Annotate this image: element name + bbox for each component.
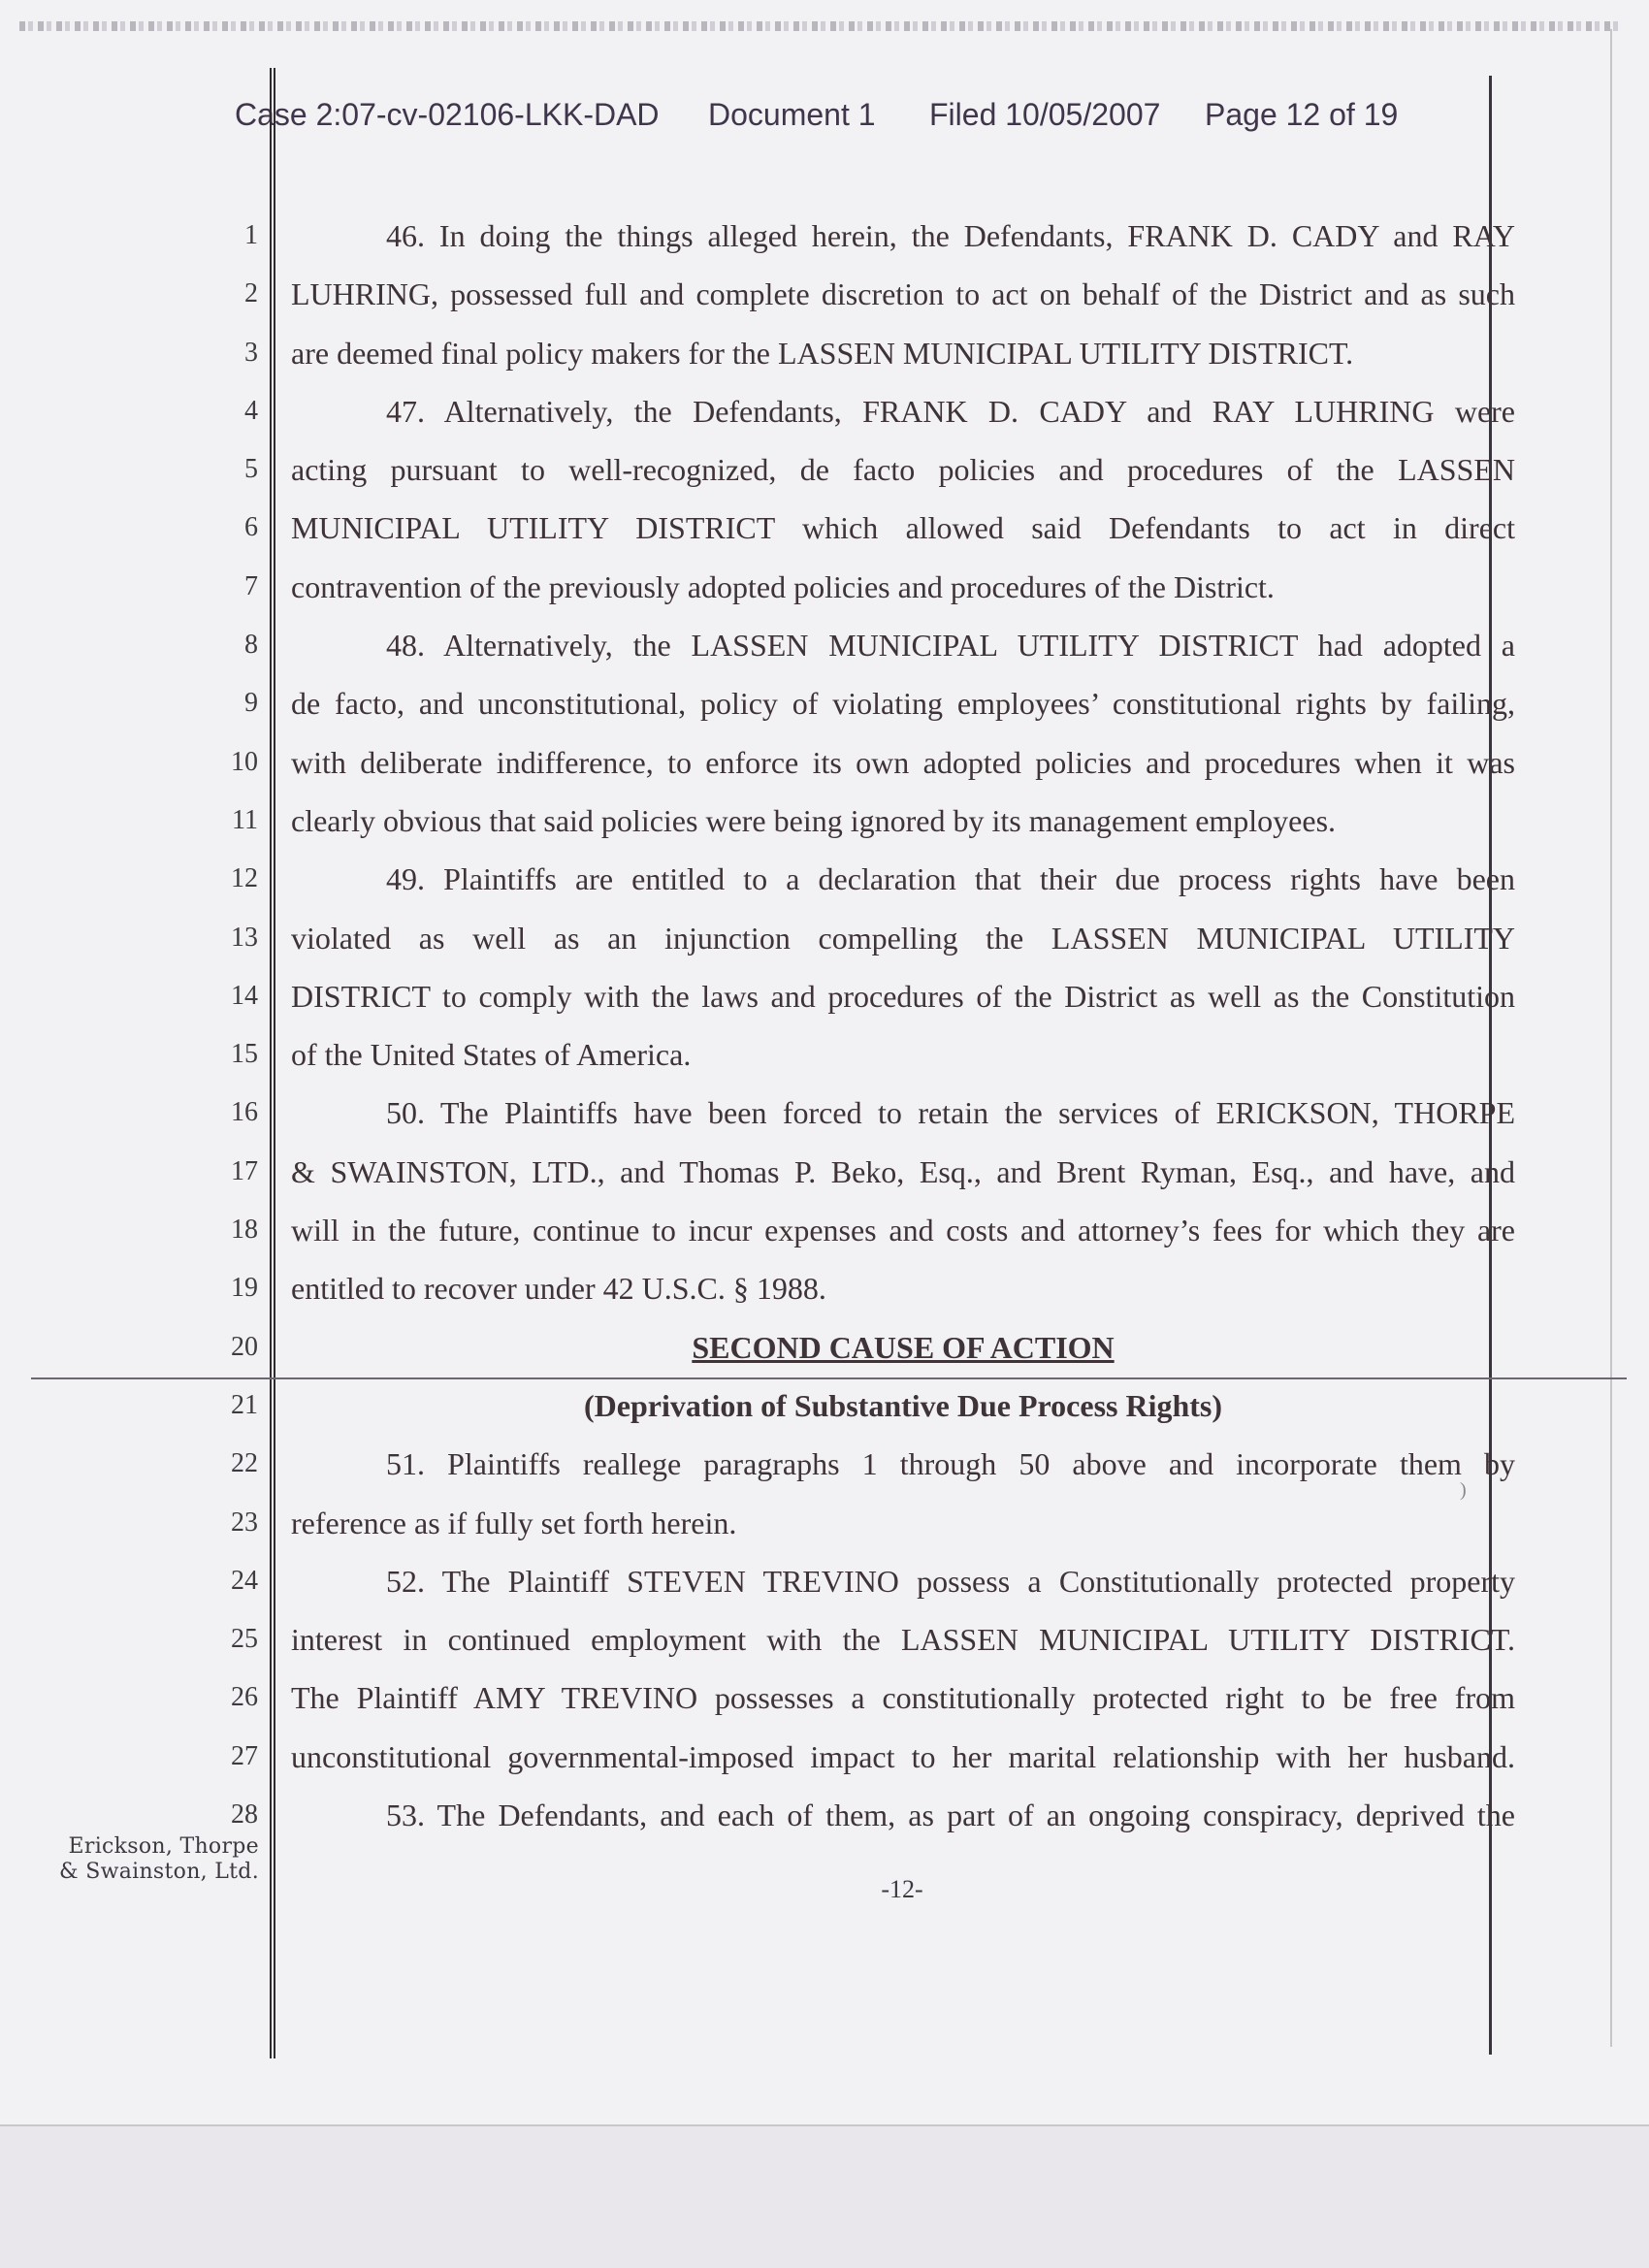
paragraph-52-line: interest in continued employment with the LASSEN MUNICIPAL UTILITY DISTRICT. xyxy=(291,1622,1515,1658)
paragraph-46-line: 46. In doing the things alleged herein, the Defendants, FRANK D. CADY and RAY xyxy=(386,218,1515,253)
paragraph-51-line: 51. Plaintiffs reallege paragraphs 1 through 50 above and incorporate them by xyxy=(386,1446,1515,1482)
line-number: 6 xyxy=(244,512,258,543)
line-number: 8 xyxy=(244,630,258,661)
paragraph-47-line: MUNICIPAL UTILITY DISTRICT which allowed said Defendants to act in direct xyxy=(291,510,1515,546)
line-number: 10 xyxy=(231,746,258,777)
line-number: 17 xyxy=(231,1155,258,1186)
paragraph-48-line: with deliberate indifference, to enforce its own adopted policies and procedures when it was xyxy=(291,744,1515,780)
line-number: 5 xyxy=(244,454,258,485)
page-count: Page 12 of 19 xyxy=(1205,97,1399,132)
paragraph-52-line: The Plaintiff AMY TREVINO possesses a constitutionally protected right to be free from xyxy=(291,1680,1515,1716)
line-number: 24 xyxy=(231,1565,258,1596)
paragraph-49-line: of the United States of America. xyxy=(291,1037,692,1073)
line-number: 9 xyxy=(244,688,258,719)
line-number: 13 xyxy=(231,922,258,953)
paragraph-49-line: DISTRICT to comply with the laws and procedures of the District as well as the Constitution xyxy=(291,978,1515,1014)
case-header xyxy=(235,97,1457,144)
paragraph-47-line: contravention of the previously adopted policies and procedures of the District. xyxy=(291,568,1275,604)
page-edge-line xyxy=(1610,29,1612,2047)
line-number: 20 xyxy=(231,1331,258,1362)
paragraph-47-line: 47. Alternatively, the Defendants, FRANK D. CADY and RAY LUHRING were xyxy=(386,393,1515,429)
line-number: 14 xyxy=(231,980,258,1011)
line-number: 16 xyxy=(231,1097,258,1128)
line-number: 2 xyxy=(244,278,258,309)
paragraph-53-line: 53. The Defendants, and each of them, as part of an ongoing conspiracy, deprived the xyxy=(386,1798,1515,1833)
paragraph-51-line: reference as if fully set forth herein. xyxy=(291,1505,737,1540)
cause-of-action-title: SECOND CAUSE OF ACTION xyxy=(692,1329,1115,1365)
cause-of-action-subheading: (Deprivation of Substantive Due Process Rights) xyxy=(583,1387,1223,1423)
paragraph-46-line: are deemed final policy makers for the LASSEN MUNICIPAL UTILITY DISTRICT. xyxy=(291,335,1354,371)
line-number: 3 xyxy=(244,337,258,368)
line-number: 11 xyxy=(232,804,258,835)
line-number: 1 xyxy=(244,220,258,250)
pleading-body xyxy=(291,212,1515,1850)
firm-name-line-1: Erickson, Thorpe xyxy=(68,1834,259,1859)
cause-of-action-heading xyxy=(291,1324,1515,1382)
line-number: 25 xyxy=(231,1624,258,1655)
paragraph-50-line: will in the future, continue to incur expenses and costs and attorney’s fees for which they are xyxy=(291,1213,1515,1248)
page-number-footer: -12- xyxy=(881,1875,923,1903)
line-number: 15 xyxy=(231,1039,258,1070)
scan-artifact-line xyxy=(19,21,1620,31)
line-number-column xyxy=(194,212,258,1850)
paragraph-52-line: 52. The Plaintiff STEVEN TREVINO possess a Constitutionally protected property xyxy=(386,1563,1515,1599)
paragraph-52-line: unconstitutional governmental-imposed impact to her marital relationship with her husband. xyxy=(291,1738,1515,1774)
line-number: 23 xyxy=(231,1507,258,1538)
line-number: 4 xyxy=(244,395,258,426)
firm-name-line-2: & Swainston, Ltd. xyxy=(59,1860,259,1884)
paragraph-50-line: entitled to recover under 42 U.S.C. § 1988. xyxy=(291,1271,826,1307)
line-number: 18 xyxy=(231,1215,258,1246)
line-number: 19 xyxy=(231,1273,258,1304)
line-number: 21 xyxy=(231,1389,258,1420)
paragraph-47-line: acting pursuant to well-recognized, de facto policies and procedures of the LASSEN xyxy=(291,452,1515,488)
line-number: 26 xyxy=(231,1682,258,1713)
paragraph-49-line: 49. Plaintiffs are entitled to a declaration that their due process rights have been xyxy=(386,861,1515,897)
line-number: 27 xyxy=(231,1740,258,1771)
line-number: 22 xyxy=(231,1448,258,1479)
paragraph-48-line: clearly obvious that said policies were being ignored by its management employees. xyxy=(291,802,1337,838)
paragraph-50-line: 50. The Plaintiffs have been forced to retain the services of ERICKSON, THORPE xyxy=(386,1095,1515,1131)
document-number: Document 1 xyxy=(708,97,876,132)
stray-mark: ) xyxy=(1460,1479,1467,1501)
line-number: 28 xyxy=(231,1799,258,1831)
line-number: 12 xyxy=(231,863,258,894)
paragraph-48-line: 48. Alternatively, the LASSEN MUNICIPAL UTILITY DISTRICT had adopted a xyxy=(386,628,1515,664)
line-number: 7 xyxy=(244,570,258,601)
left-margin-rule xyxy=(270,68,275,2058)
filed-date: Filed 10/05/2007 xyxy=(929,97,1161,132)
paragraph-49-line: violated as well as an injunction compelling the LASSEN MUNICIPAL UTILITY xyxy=(291,920,1515,956)
paragraph-48-line: de facto, and unconstitutional, policy of violating employees’ constitutional rights by failing, xyxy=(291,686,1515,722)
law-firm-name xyxy=(52,1834,259,1885)
paragraph-50-line: & SWAINSTON, LTD., and Thomas P. Beko, Esq., and Brent Ryman, Esq., and have, and xyxy=(291,1153,1515,1189)
paragraph-46-line: LUHRING, possessed full and complete discretion to act on behalf of the District and as such xyxy=(291,276,1515,312)
case-number: Case 2:07-cv-02106-LKK-DAD xyxy=(235,97,660,132)
